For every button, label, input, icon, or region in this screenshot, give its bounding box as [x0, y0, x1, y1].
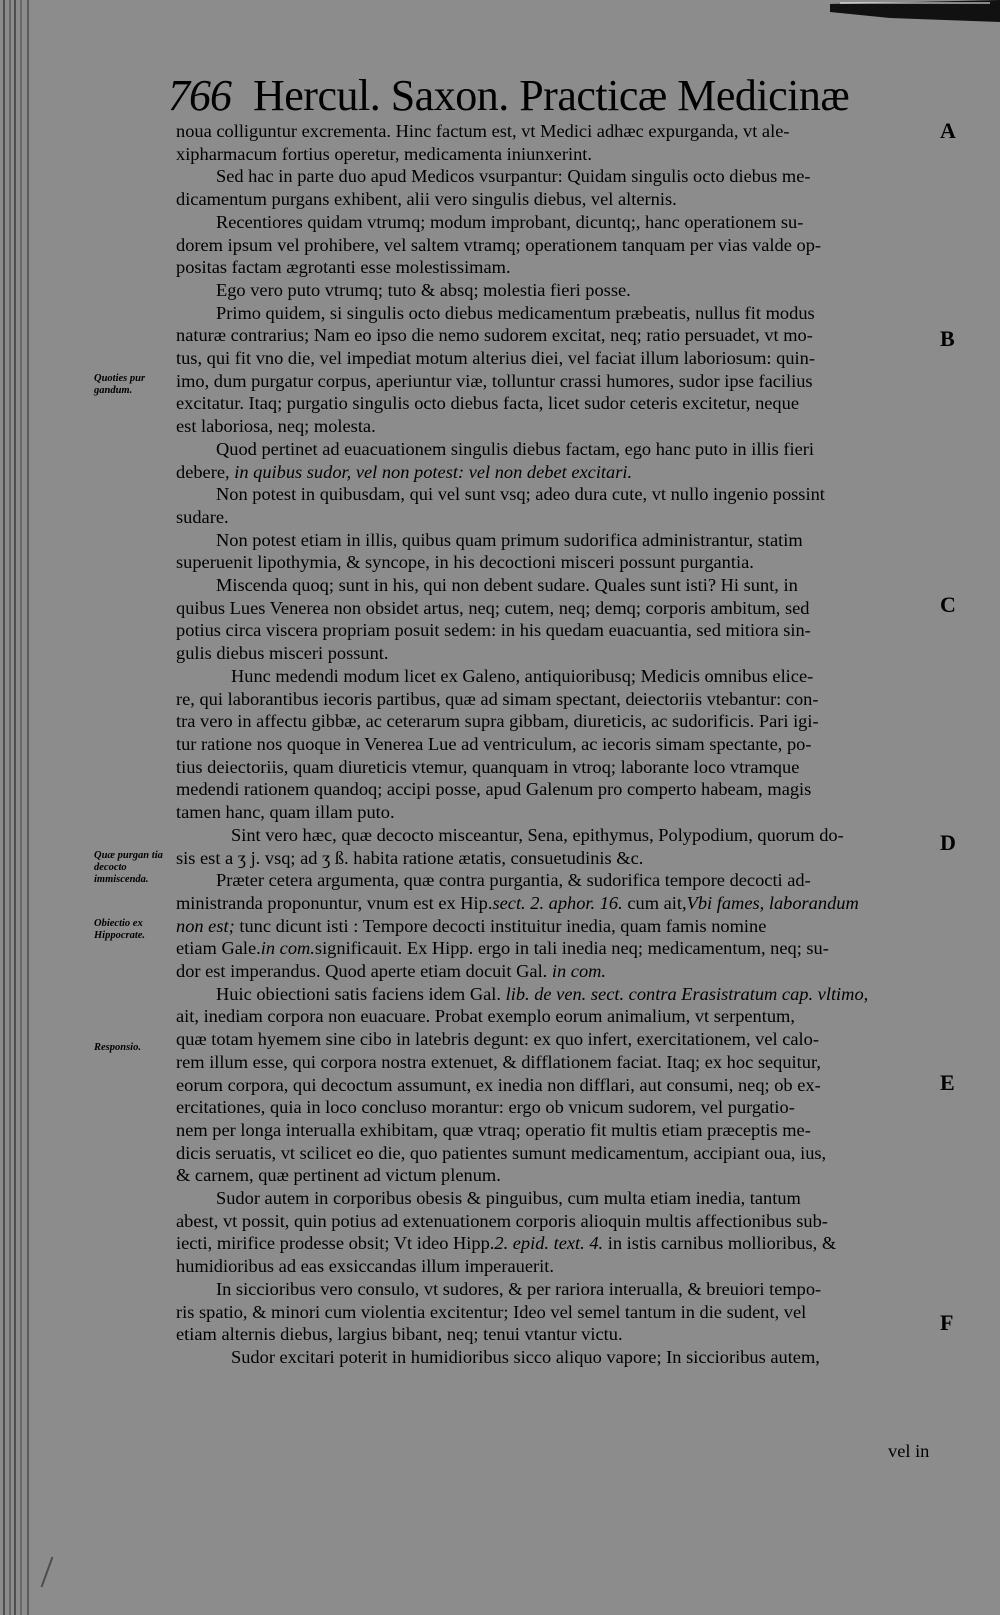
scan-smudge: [41, 1557, 54, 1588]
text-line: dicis seruatis, vt scilicet eo die, quo patientes sumunt medicamentum, accipiant oua, ius,: [176, 1142, 827, 1163]
text-line: iecti, mirifice prodesse obsit; Vt ideo Hipp.2. epid. text. 4. in istis carnibus mollioribus, &: [176, 1233, 837, 1254]
marginal-note: Obiectio ex Hippocrate.: [94, 918, 146, 941]
text-line: tra vero in affectu gibbæ, ac ceterarum supra gibbam, diureticis, ac sudorificis. Pari igi-: [176, 711, 819, 732]
text-line: naturæ contrarius; Nam eo ipso die nemo sudorem excitat, neq; ratio persuadet, vt mo-: [176, 325, 813, 346]
scan-edge-streaks: [0, 0, 34, 1615]
text-line: In siccioribus vero consulo, vt sudores, & per rariora interualla, & breuiori tempo-: [216, 1278, 822, 1299]
margin-letter: A: [940, 118, 956, 143]
text-line: Præter cetera argumenta, quæ contra purgantia, & sudorifica tempore decocti ad-: [216, 870, 811, 891]
text-line: Primo quidem, si singulis octo diebus medicamentum præbeatis, nullus fit modus: [216, 302, 815, 323]
text-line: imo, dum purgatur corpus, aperiuntur viæ, tolluntur crassi humores, sudor ipse facilius: [176, 370, 813, 391]
text-line: tius deiectoriis, quam diureticis vtemur, quanquam in vtroq; laborante loco vtramque: [176, 756, 800, 777]
catchword: vel in: [888, 1441, 930, 1461]
text-line: medendi rationem quandoq; accipi posse, apud Galenum pro comperto habeam, magis: [176, 779, 812, 800]
text-line: quibus Lues Venerea non obsidet artus, neq; cutem, neq; demq; corporis ambitum, sed: [176, 597, 810, 618]
text-line: Hunc medendi modum licet ex Galeno, antiquioribusq; Medicis omnibus elice-: [231, 665, 814, 686]
text-line: tamen hanc, quam illam puto.: [176, 802, 395, 823]
text-line: gulis diebus misceri possunt.: [176, 643, 389, 664]
text-line: Sed hac in parte duo apud Medicos vsurpantur: Quidam singulis octo diebus me-: [216, 166, 811, 187]
text-line: Huic obiectioni satis faciens idem Gal. lib. de ven. sect. contra Erasistratum cap. vltimo,: [216, 983, 869, 1004]
text-line: Sudor excitari poterit in humidioribus sicco aliquo vapore; In siccioribus autem,: [231, 1346, 820, 1367]
marginal-note: Quæ purgan tia decocto immiscenda.: [94, 850, 163, 885]
text-line: positas factam ægrotanti esse molestissimam.: [176, 257, 511, 278]
text-line: re, qui laborantibus iecoris partibus, quæ ad simam spectant, deiectoriis vtebantur: con-: [176, 688, 819, 709]
text-line: etiam Gale.in com.significauit. Ex Hipp. ergo in tali inedia neq; medicamentum, neq; su-: [176, 938, 829, 959]
text-line: abest, vt possit, quin potius ad extenuationem corporis alioquin multis affectionibus sub-: [176, 1210, 828, 1231]
page-body: [176, 120, 936, 1369]
text-line: est laboriosa, neq; molesta.: [176, 416, 376, 437]
text-line: debere, in quibus sudor, vel non potest: vel non debet excitari.: [176, 461, 633, 482]
text-line: dicamentum purgans exhibent, alii vero singulis diebus, vel alternis.: [176, 189, 677, 210]
text-line: superuenit lipothymia, & syncope, in his decoctioni misceri possunt purgantia.: [176, 552, 754, 573]
text-line: Non potest etiam in illis, quibus quam primum sudorifica administrantur, statim: [216, 529, 803, 550]
text-line: ministranda proponuntur, vnum est ex Hip.sect. 2. aphor. 16. cum ait,Vbi fames, laborandum: [176, 892, 859, 913]
text-line: potius circa viscera propriam posuit sedem: in his quedam euacuantia, sed mitiora sin-: [176, 620, 811, 641]
text-line: Miscenda quoq; sunt in his, qui non debent sudare. Quales sunt isti? Hi sunt, in: [216, 575, 798, 596]
text-line: ris spatio, & minori cum violentia excitentur; Ideo vel semel tantum in die sudent, vel: [176, 1301, 807, 1322]
text-line: Recentiores quidam vtrumq; modum improbant, dicuntq;, hanc operationem su-: [216, 211, 804, 232]
text-line: excitatur. Itaq; purgatio singulis octo diebus facta, licet sudor ceteris excitetur, neque: [176, 393, 799, 414]
text-line: tus, qui fit vno die, vel impediat motum alterius diei, vel faciat illum laboriosum: quin-: [176, 348, 815, 369]
text-line: dor est imperandus. Quod aperte etiam docuit Gal. in com.: [176, 961, 607, 982]
text-line: ercitationes, quia in loco concluso morantur: ergo ob vnicum sudorem, vel purgatio-: [176, 1097, 795, 1118]
text-line: Quod pertinet ad euacuationem singulis diebus factam, ego hanc puto in illis fieri: [216, 438, 815, 459]
marginal-note: Quoties pur gandum.: [94, 373, 146, 396]
text-line: rem illum esse, qui corpora nostra extenuet, & difflationem faciat. Itaq; ex hoc sequitur,: [176, 1051, 821, 1072]
margin-letter: E: [940, 1070, 955, 1095]
margin-letter: B: [940, 326, 955, 351]
text-line: xipharmacum fortius operetur, medicamenta iniunxerint.: [176, 143, 592, 164]
text-line: & carnem, quæ pertinent ad victum plenum.: [176, 1165, 501, 1186]
text-line: dorem ipsum vel prohibere, vel saltem vtramq; operationem tanquam per vias valde op-: [176, 234, 822, 255]
text-line: sis est a ʒ j. vsq; ad ʒ ß. habita ratione ætatis, consuetudinis &c.: [176, 847, 644, 868]
text-line: noua colliguntur excrementa. Hinc factum est, vt Medici adhæc expurganda, vt ale-: [176, 121, 790, 141]
text-line: eorum corpora, qui decoctum assumunt, ex inedia non difflari, aut consumi, neq; ob ex-: [176, 1074, 821, 1095]
text-line: sudare.: [176, 506, 229, 527]
margin-letter: D: [940, 830, 956, 855]
text-line: Sudor autem in corporibus obesis & pinguibus, cum multa etiam inedia, tantum: [216, 1188, 801, 1209]
text-line: etiam alternis diebus, largius bibant, neq; tenui vtantur victu.: [176, 1324, 623, 1345]
running-title: Hercul. Saxon. Practicæ Medicinæ: [253, 71, 850, 120]
margin-letter: C: [940, 592, 956, 617]
page-number: 766: [168, 71, 231, 120]
marginal-note: Responsio.: [94, 1042, 141, 1053]
text-line: humidioribus ad eas exsiccandas illum imperauerit.: [176, 1256, 554, 1277]
text-line: non est; tunc dicunt isti : Tempore decocti instituitur inedia, quam famis nomine: [176, 915, 767, 936]
text-line: ait, inediam corpora non euacuare. Probat exemplo eorum animalium, vt serpentum,: [176, 1006, 795, 1027]
text-line: nem per longa interualla exhibitam, quæ vtraq; operatio fit multis etiam præceptis me-: [176, 1119, 811, 1140]
text-line: Non potest in quibusdam, qui vel sunt vsq; adeo dura cute, vt nullo ingenio possint: [216, 484, 825, 505]
text-line: Sint vero hæc, quæ decocto misceantur, Sena, epithymus, Polypodium, quorum do-: [231, 824, 844, 845]
text-line: tur ratione nos quoque in Venerea Lue ad ventriculum, ac iecoris simam spectante, po-: [176, 733, 812, 754]
scan-top-bar: [830, 0, 1000, 22]
text-line: quæ totam hyemem sine cibo in latebris degunt: ex quo infert, exercitationem, vel calo-: [176, 1029, 819, 1050]
margin-letter: F: [940, 1310, 954, 1335]
text-line: Ego vero puto vtrumq; tuto & absq; molestia fieri posse.: [216, 279, 631, 300]
